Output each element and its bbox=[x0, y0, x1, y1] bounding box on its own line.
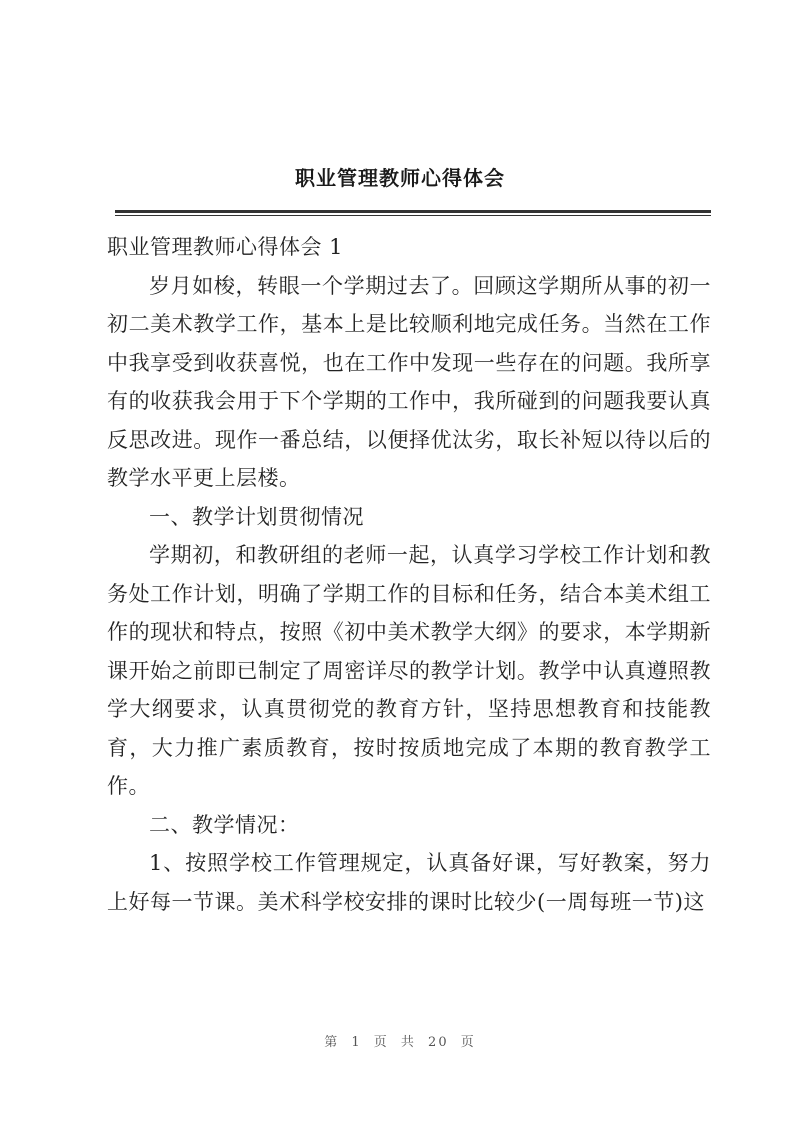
document-body bbox=[107, 228, 711, 921]
page-title: 职业管理教师心得体会 bbox=[295, 166, 505, 190]
title-divider bbox=[115, 210, 711, 213]
paragraph-teaching-situation: 1、按照学校工作管理规定，认真备好课，写好教案，努力上好每一节课。美术科学校安排的课时比较少(一周每班一节)这 bbox=[107, 851, 711, 914]
subheading-teaching-situation: 二、教学情况： bbox=[149, 812, 300, 837]
page-footer: 第 1 页 共 20 页 bbox=[324, 1035, 476, 1050]
title-divider-thin bbox=[115, 215, 711, 216]
paragraph-intro: 岁月如梭，转眼一个学期过去了。回顾这学期所从事的初一初二美术教学工作，基本上是比较顺利地完成任务。当然在工作中我享受到收获喜悦，也在工作中发现一些存在的问题。我所享有的收获我会用于下个学期的工作中，我所碰到的问题我要认真反思改进。现作一番总结，以便择优汰劣，取长补短以待以后的教学水平更上层楼。 bbox=[107, 273, 711, 490]
paragraph-teaching-plan: 学期初，和教研组的老师一起，认真学习学校工作计划和教务处工作计划，明确了学期工作的目标和任务，结合本美术组工作的现状和特点，按照《初中美术教学大纲》的要求，本学期新课开始之前即已制定了周密详尽的教学计划。教学中认真遵照教学大纲要求，认真贯彻党的教育方针，坚持思想教育和技能教育，大力推广素质教育，按时按质地完成了本期的教育教学工作。 bbox=[107, 543, 711, 798]
subheading-teaching-plan: 一、教学计划贯彻情况 bbox=[149, 504, 364, 529]
section-heading: 职业管理教师心得体会 1 bbox=[107, 235, 344, 259]
